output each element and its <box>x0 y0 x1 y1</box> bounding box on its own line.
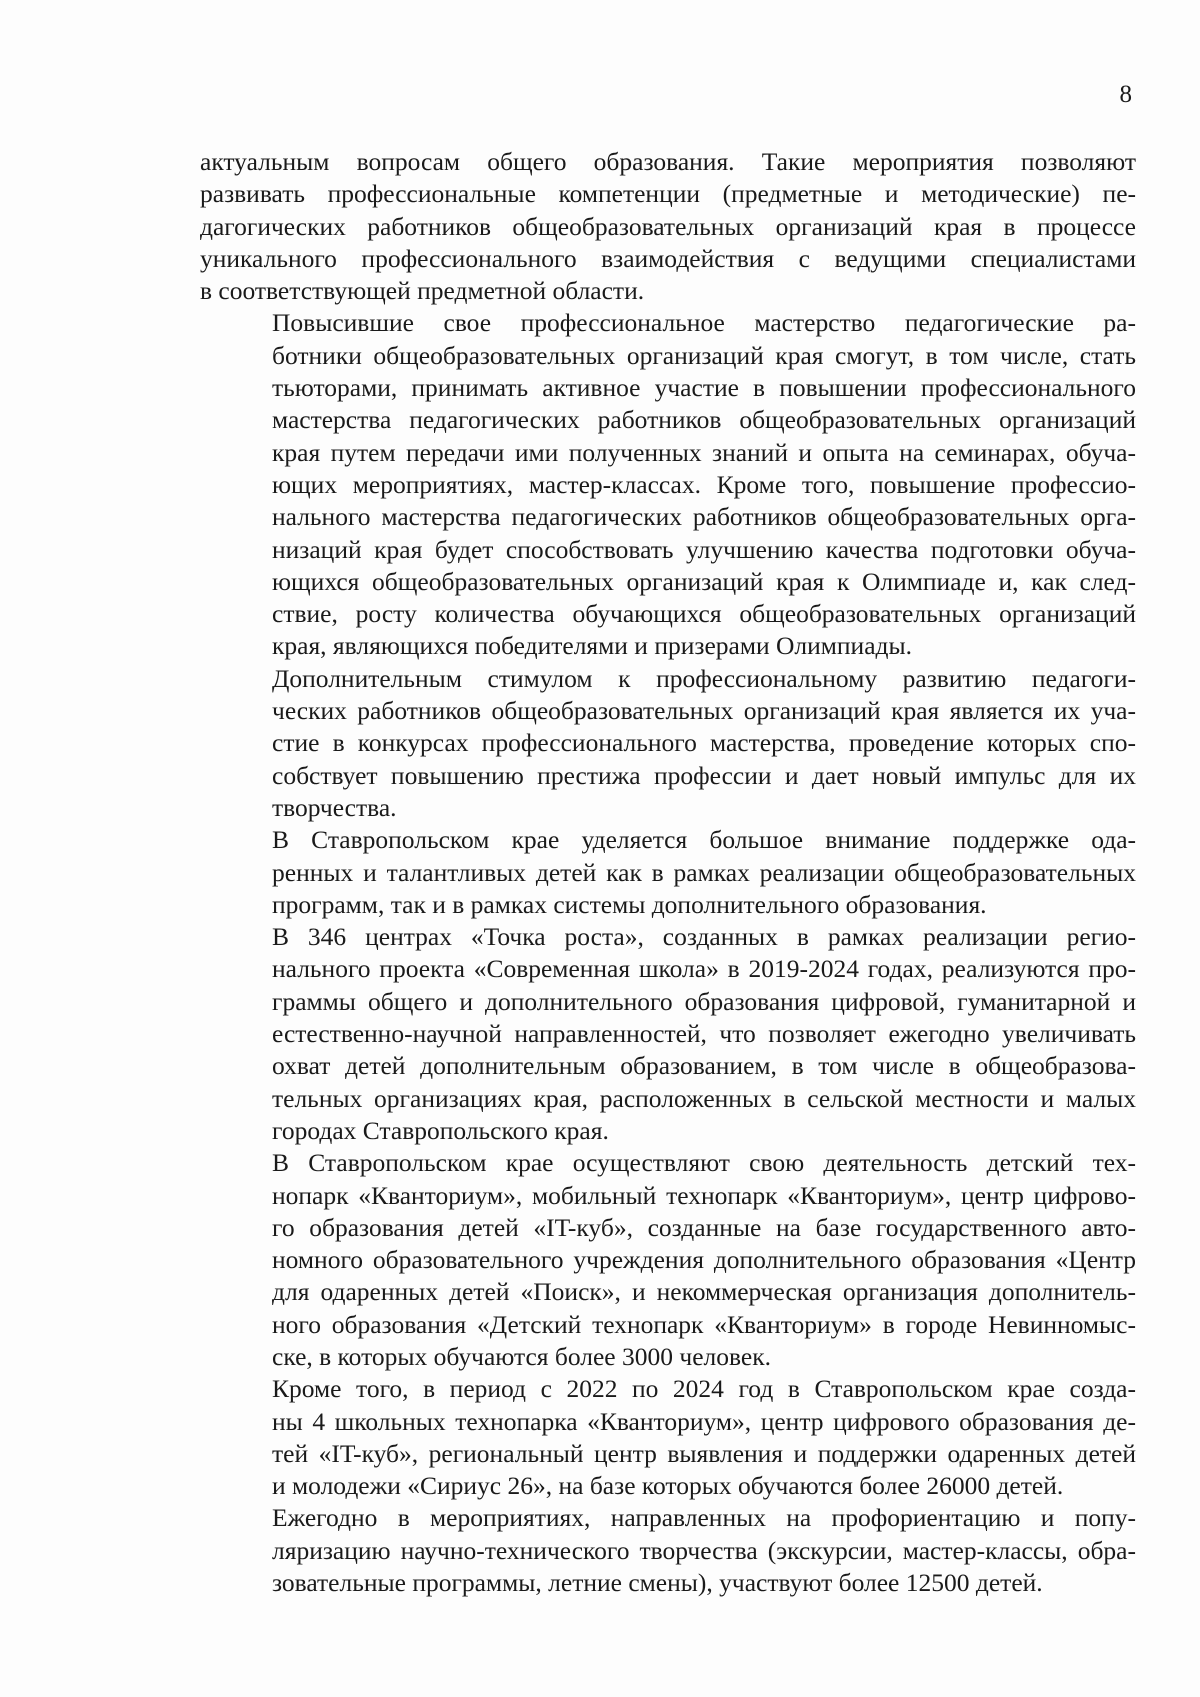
paragraph <box>200 921 1136 1147</box>
text-line: уникального профессионального взаимодействия с ведущими специалистами <box>200 243 1136 273</box>
text-line: ющихся общеобразовательных организаций края к Олимпиаде и, как след- <box>272 566 1136 596</box>
paragraph <box>200 1147 1136 1373</box>
text-line: нального мастерства педагогических работников общеобразовательных орга- <box>272 502 1136 532</box>
paragraph <box>200 1502 1136 1599</box>
text-line: го образования детей «IT-куб», созданные на базе государственного авто- <box>272 1212 1136 1242</box>
text-line: ске, в которых обучаются более 3000 человек. <box>272 1341 771 1371</box>
paragraph <box>200 824 1136 921</box>
text-line: собствует повышению престижа профессии и дает новый импульс для их <box>272 760 1136 790</box>
text-line: номного образовательного учреждения дополнительного образования «Центр <box>272 1245 1136 1275</box>
text-line: ческих работников общеобразовательных организаций края является их уча- <box>272 696 1136 726</box>
text-line: В Ставропольском крае уделяется большое внимание поддержке ода- <box>272 825 1136 855</box>
paragraph <box>200 307 1136 662</box>
text-line: ренных и талантливых детей как в рамках реализации общеобразовательных <box>272 857 1136 887</box>
text-line: актуальным вопросам общего образования. Такие мероприятия позволяют <box>200 147 1136 176</box>
text-line: стие в конкурсах профессионального мастерства, проведение которых спо- <box>272 728 1136 758</box>
text-line: ботники общеобразовательных организаций края смогут, в том числе, стать <box>272 340 1136 370</box>
text-line: ного образования «Детский технопарк «Кванториум» в городе Невинномыс- <box>272 1309 1136 1339</box>
text-line: зовательные программы, летние смены), участвуют более 12500 детей. <box>272 1568 1043 1598</box>
text-line: В Ставропольском крае осуществляют свою деятельность детский тех- <box>272 1148 1136 1178</box>
text-line: края, являющихся победителями и призерами Олимпиады. <box>272 631 913 661</box>
text-line: охват детей дополнительным образованием, в том числе в общеобразова- <box>272 1051 1136 1081</box>
text-line: граммы общего и дополнительного образования цифровой, гуманитарной и <box>272 986 1136 1016</box>
text-line: ляризацию научно-технического творчества (экскурсии, мастер-классы, обра- <box>272 1535 1136 1565</box>
text-line: нального проекта «Современная школа» в 2019-2024 годах, реализуются про- <box>272 954 1136 984</box>
text-line: естественно-научной направленностей, что позволяет ежегодно увеличивать <box>272 1019 1136 1049</box>
text-line: ны 4 школьных технопарка «Кванториум», центр цифрового образования де- <box>272 1406 1136 1436</box>
text-line: дагогических работников общеобразовательных организаций края в процессе <box>200 211 1136 241</box>
text-line: в соответствующей предметной области. <box>200 276 645 306</box>
document-body <box>200 146 1136 1599</box>
text-line: В 346 центрах «Точка роста», созданных в рамках реализации регио- <box>272 922 1136 952</box>
text-line: городах Ставропольского края. <box>272 1115 609 1145</box>
text-line: мастерства педагогических работников общеобразовательных организаций <box>272 405 1136 435</box>
text-line: края путем передачи ими полученных знаний и опыта на семинарах, обуча- <box>272 437 1136 467</box>
text-line: ющих мероприятиях, мастер-классах. Кроме того, повышение профессио- <box>272 469 1136 499</box>
text-line: Кроме того, в период с 2022 по 2024 год в Ставропольском крае созда- <box>272 1374 1136 1404</box>
text-line: тельных организациях края, расположенных в сельской местности и малых <box>272 1083 1136 1113</box>
text-line: для одаренных детей «Поиск», и некоммерческая организация дополнитель- <box>272 1277 1136 1307</box>
text-line: и молодежи «Сириус 26», на базе которых обучаются более 26000 детей. <box>272 1471 1064 1501</box>
paragraph <box>200 146 1136 307</box>
text-line: низаций края будет способствовать улучшению качества подготовки обуча- <box>272 534 1136 564</box>
text-line: программ, так и в рамках системы дополнительного образования. <box>272 889 987 919</box>
text-line: тьюторами, принимать активное участие в повышении профессионального <box>272 373 1136 403</box>
page-number: 8 <box>1119 81 1132 108</box>
text-line: творчества. <box>272 792 397 822</box>
text-line: развивать профессиональные компетенции (предметные и методические) пе- <box>200 179 1136 209</box>
text-line: Повысившие свое профессиональное мастерство педагогические ра- <box>272 308 1136 338</box>
paragraph <box>200 663 1136 824</box>
text-line: тей «IT-куб», региональный центр выявления и поддержки одаренных детей <box>272 1438 1136 1468</box>
paragraph <box>200 1373 1136 1502</box>
text-line: Дополнительным стимулом к профессиональному развитию педагоги- <box>272 663 1136 693</box>
text-line: Ежегодно в мероприятиях, направленных на профориентацию и попу- <box>272 1503 1136 1533</box>
text-line: ствие, росту количества обучающихся общеобразовательных организаций <box>272 599 1136 629</box>
text-line: нопарк «Кванториум», мобильный технопарк «Кванториум», центр цифрово- <box>272 1180 1136 1210</box>
